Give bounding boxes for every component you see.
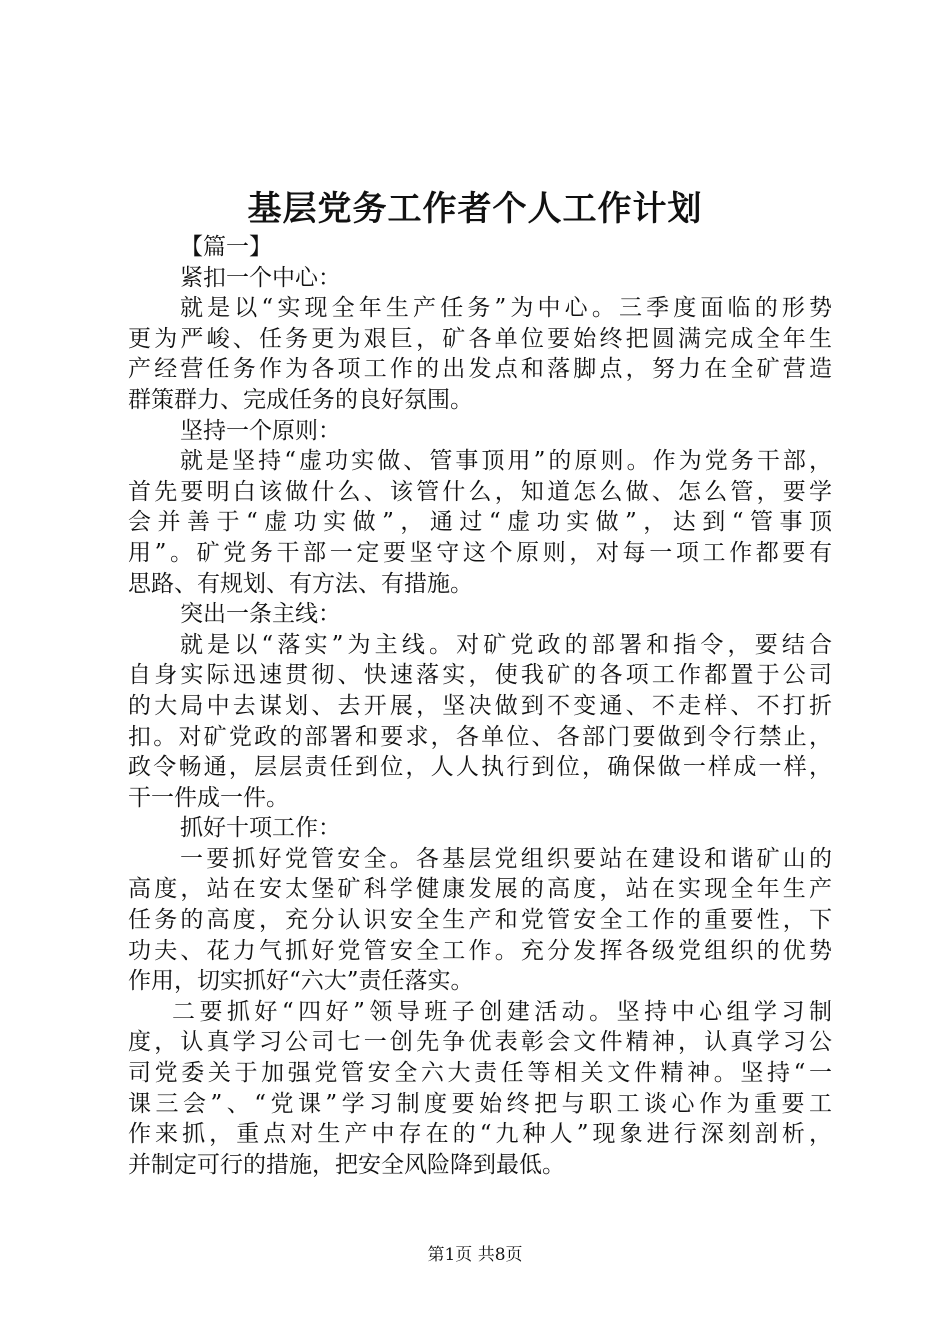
body-line: 作用，切实抓好“六大”责任落实。 bbox=[128, 968, 474, 995]
body-line: 就是以“落实”为主线。对矿党政的部署和指令，要结合 bbox=[180, 631, 832, 658]
body-line: 更为严峻、任务更为艰巨，矿各单位要始终把圆满完成全年生 bbox=[128, 325, 832, 352]
body-line: 产经营任务作为各项工作的出发点和落脚点，努力在全矿营造 bbox=[128, 356, 832, 383]
body-line: 一要抓好党管安全。各基层党组织要站在建设和谐矿山的 bbox=[180, 845, 832, 872]
body-line: 课三会”、“党课”学习制度要始终把与职工谈心作为重要工 bbox=[128, 1090, 832, 1117]
body-line: 思路、有规划、有方法、有措施。 bbox=[128, 570, 473, 597]
body-line: 高度，站在安太堡矿科学健康发展的高度，站在实现全年生产 bbox=[128, 876, 832, 903]
body-line: 【篇一】 bbox=[180, 234, 272, 260]
document-title: 基层党务工作者个人工作计划 bbox=[247, 189, 703, 229]
body-line: 二要抓好“四好”领导班子创建活动。坚持中心组学习制 bbox=[172, 998, 832, 1025]
body-line: 抓好十项工作： bbox=[180, 815, 341, 842]
body-line: 自身实际迅速贯彻、快速落实，使我矿的各项工作都置于公司 bbox=[128, 662, 832, 689]
body-line: 度，认真学习公司七一创先争优表彰会文件精神，认真学习公 bbox=[128, 1029, 832, 1056]
body-line: 作来抓，重点对生产中存在的“九种人”现象进行深刻剖析， bbox=[128, 1121, 832, 1148]
page-footer: 第1页 共8页 bbox=[427, 1245, 523, 1265]
body-line: 扣。对矿党政的部署和要求，各单位、各部门要做到令行禁止， bbox=[128, 723, 832, 750]
body-line: 的大局中去谋划、去开展，坚决做到不变通、不走样、不打折 bbox=[128, 692, 832, 719]
body-line: 政令畅通，层层责任到位，人人执行到位，确保做一样成一样， bbox=[128, 754, 832, 781]
body-line: 首先要明白该做什么、该管什么，知道怎么做、怎么管，要学 bbox=[128, 478, 832, 505]
body-line: 突出一条主线： bbox=[180, 601, 341, 628]
body-line: 功夫、花力气抓好党管安全工作。充分发挥各级党组织的优势 bbox=[128, 937, 832, 964]
body-line: 群策群力、完成任务的良好氛围。 bbox=[128, 386, 473, 413]
body-line: 就是以“实现全年生产任务”为中心。三季度面临的形势 bbox=[180, 295, 832, 322]
body-line: 司党委关于加强党管安全六大责任等相关文件精神。坚持“一 bbox=[128, 1060, 832, 1087]
body-line: 并制定可行的措施，把安全风险降到最低。 bbox=[128, 1151, 565, 1178]
body-line: 坚持一个原则： bbox=[180, 417, 341, 444]
body-line: 用”。矿党务干部一定要坚守这个原则，对每一项工作都要有 bbox=[128, 539, 832, 566]
body-line: 紧扣一个中心： bbox=[180, 264, 341, 291]
body-line: 任务的高度，充分认识安全生产和党管安全工作的重要性，下 bbox=[128, 907, 832, 934]
document-body bbox=[128, 232, 832, 1180]
body-line: 就是坚持“虚功实做、管事顶用”的原则。作为党务干部， bbox=[180, 448, 832, 475]
body-line: 干一件成一件。 bbox=[128, 784, 289, 811]
body-line: 会并善于“虚功实做”，通过“虚功实做”，达到“管事顶 bbox=[128, 509, 832, 536]
